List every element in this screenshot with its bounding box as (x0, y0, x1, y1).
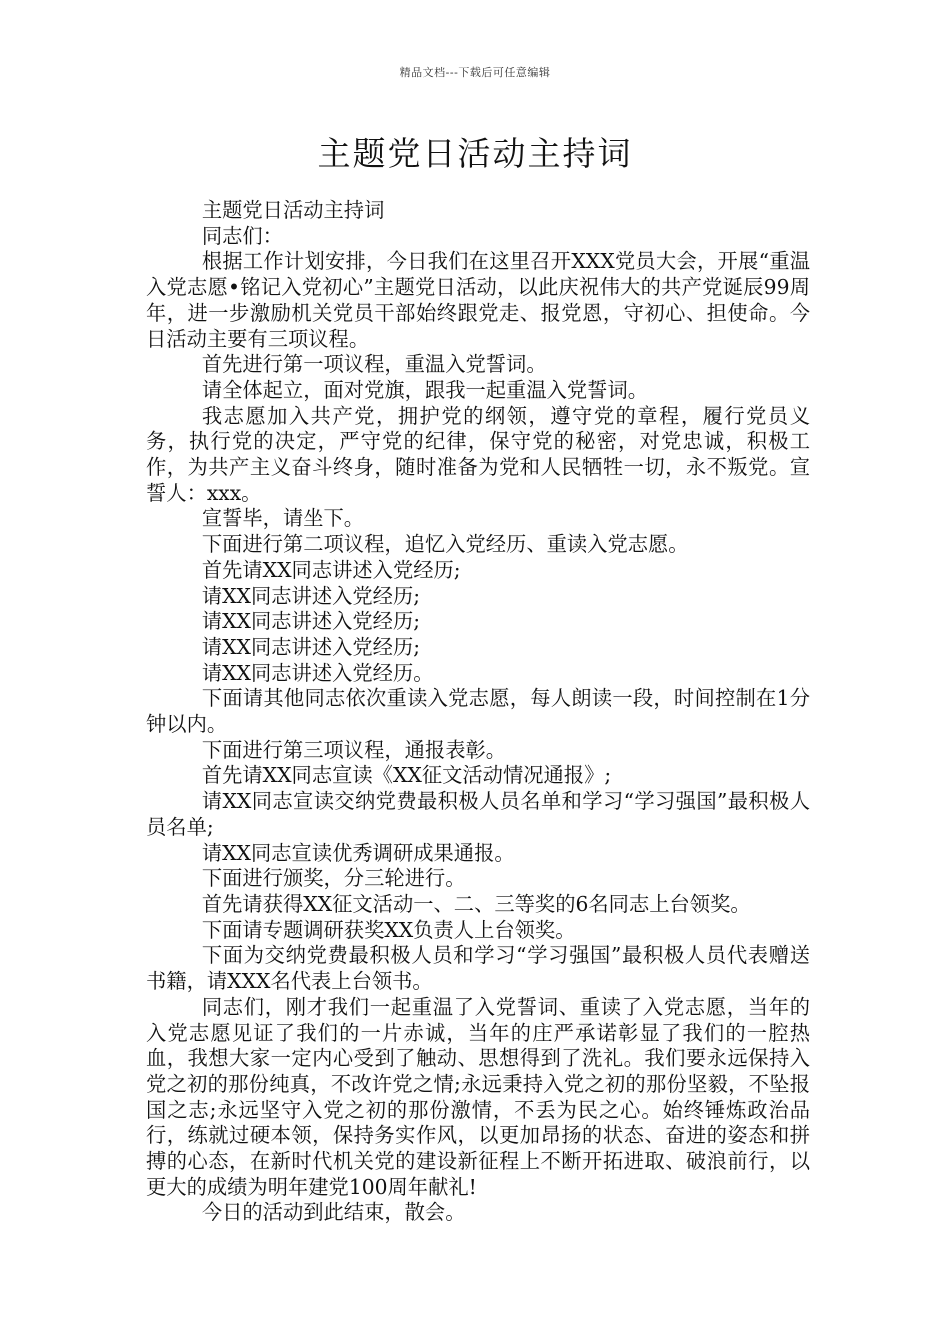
paragraph: 下面请专题调研获奖XX负责人上台领奖。 (201, 917, 576, 942)
paragraph: 同志们： (201, 223, 283, 248)
paragraph: 我志愿加入共产党，拥护党的纲领，遵守党的章程，履行党员义务，执行党的决定，严守党的纪律，保守党的秘密，对党忠诚，积极工作，为共产主义奋斗终身，随时准备为党和人民牺牲一切，永不叛党。宣誓人：xxx。 (146, 403, 810, 505)
paragraph: 下面请其他同志依次重读入党志愿，每人朗读一段，时间控制在1分钟以内。 (146, 686, 810, 737)
paragraph: 请XX同志宣读交纳党费最积极人员名单和学习“学习强国”最积极人员名单; (146, 789, 810, 839)
header-note: 精品文档---下载后可任意编辑 (399, 66, 551, 79)
paragraph: 请全体起立，面对党旗，跟我一起重温入党誓词。 (201, 377, 649, 402)
paragraph: 首先进行第一项议程，重温入党誓词。 (201, 352, 547, 377)
paragraph: 请XX同志讲述入党经历; (201, 583, 421, 608)
paragraph: 下面进行颁奖，分三轮进行。 (201, 866, 466, 891)
paragraph: 请XX同志宣读优秀调研成果通报。 (201, 840, 515, 865)
paragraph: 请XX同志讲述入党经历。 (201, 660, 434, 685)
paragraph: 根据工作计划安排，今日我们在这里召开XXX党员大会，开展“重温入党志愿•铭记入党初心”主题党日活动，以此庆祝伟大的共产党诞辰99周年，进一步激励机关党员干部始终跟党走、报党恩，守初心、担使命。今日活动主要有三项议程。 (146, 249, 810, 351)
paragraph: 首先请XX同志讲述入党经历; (201, 557, 461, 582)
paragraph: 宣誓毕，请坐下。 (201, 506, 365, 531)
paragraph: 首先请获得XX征文活动一、二、三等奖的6名同志上台领奖。 (201, 891, 751, 916)
paragraph: 下面为交纳党费最积极人员和学习“学习强国”最积极人员代表赠送书籍，请XXX名代表上台领书。 (146, 943, 810, 994)
paragraph: 首先请XX同志宣读《XX征文活动情况通报》; (201, 763, 612, 788)
paragraph: 同志们，刚才我们一起重温了入党誓词、重读了入党志愿，当年的入党志愿见证了我们的一片赤诚，当年的庄严承诺彰显了我们的一腔热血，我想大家一定内心受到了触动、思想得到了洗礼。我们要永远保持入党之初的那份纯真，不改许党之情;永远秉持入党之初的那份坚毅，不坠报国之志;永远坚守入党之初的那份激情，不丢为民之心。始终锤炼政治品行，练就过硬本领，保持务实作风，以更加昂扬的状态、奋进的姿态和拼搏的心态，在新时代机关党的建设新征程上不断开拓进取、破浪前行，以更大的成绩为明年建党100周年献礼! (146, 994, 810, 1199)
paragraph: 请XX同志讲述入党经历; (201, 609, 421, 634)
paragraph: 请XX同志讲述入党经历; (201, 634, 421, 659)
paragraph: 下面进行第三项议程，通报表彰。 (201, 737, 507, 762)
document-body (146, 198, 810, 1226)
document-title: 主题党日活动主持词 (317, 134, 633, 173)
paragraph: 今日的活动到此结束，散会。 (201, 1200, 466, 1225)
paragraph: 下面进行第二项议程，追忆入党经历、重读入党志愿。 (201, 532, 689, 557)
paragraph: 主题党日活动主持词 (201, 198, 385, 222)
